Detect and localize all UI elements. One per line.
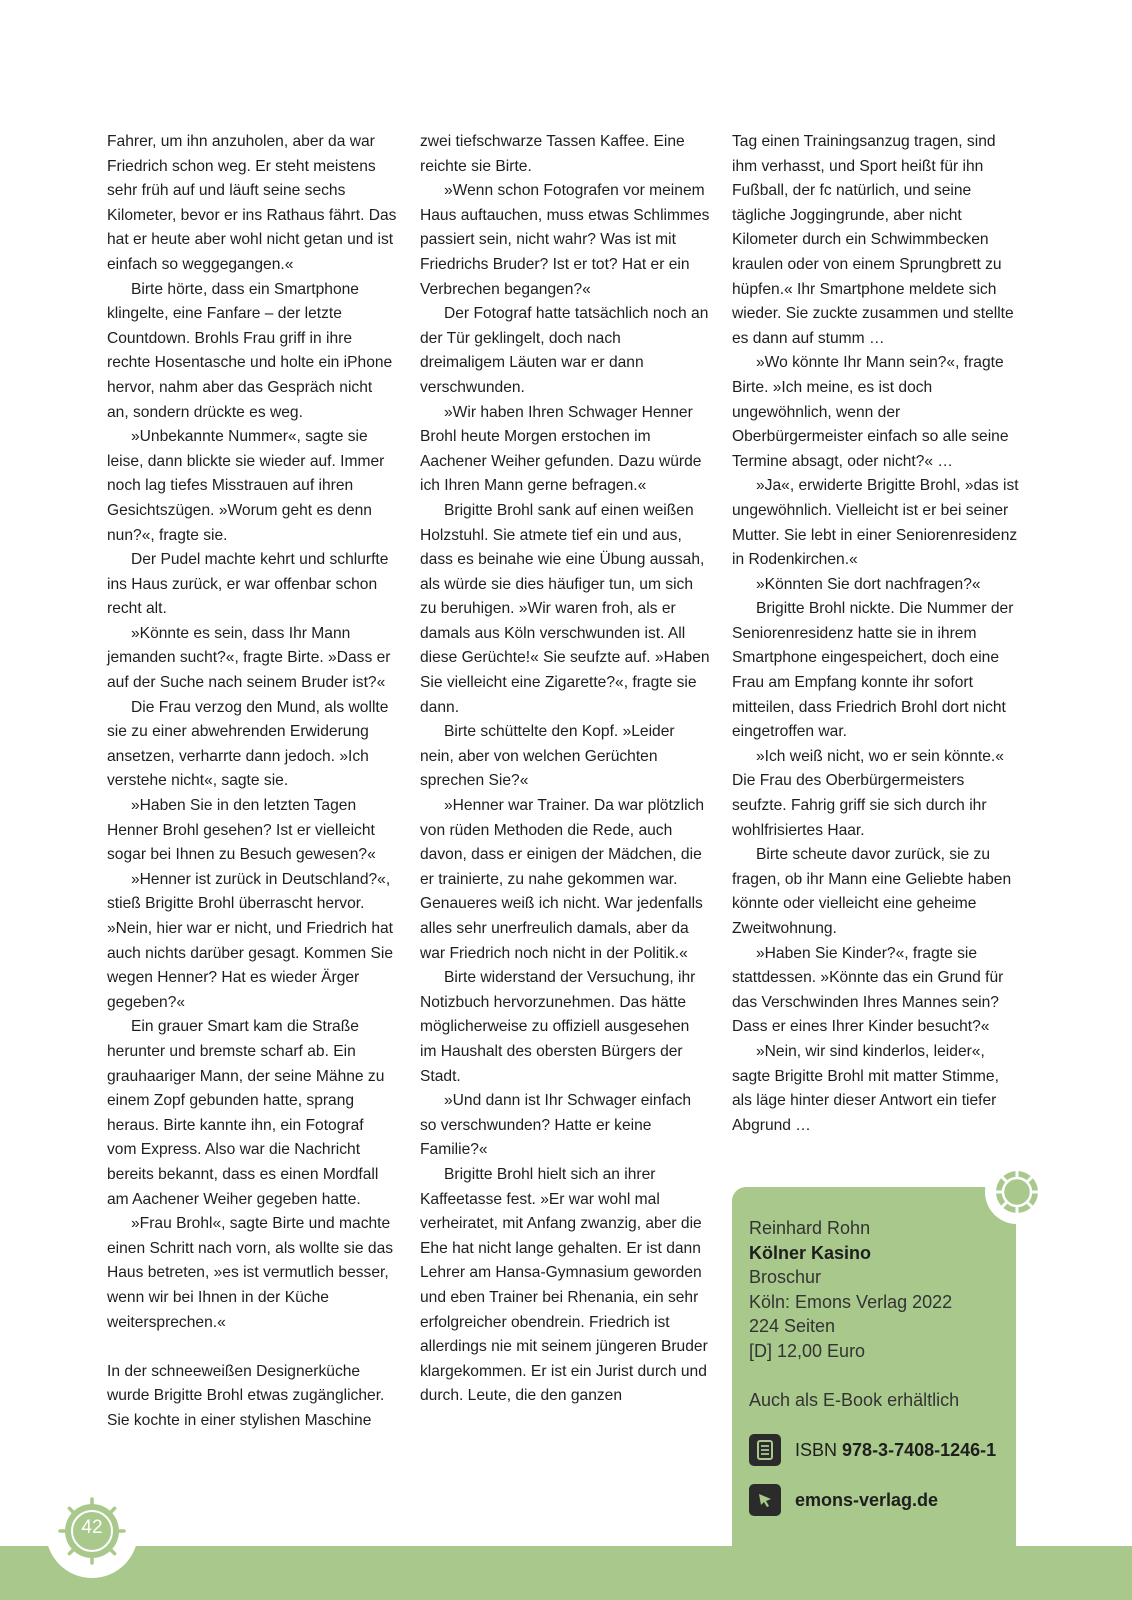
paragraph: »Unbekannte Nummer«, sagte sie leise, dann blickte sie wieder auf. Immer noch lag tiefes Misstrauen auf ihren Gesichtszügen. »Worum geht es denn nun?«, fragte sie. [107,428,385,544]
paragraph: »Ich weiß nicht, wo er sein könnte.« Die Frau des Oberbürgermeisters seufzte. Fahrig griff sie sich durch ihr wohlfrisiertes Haar. [732,747,1004,839]
text-column-1 [107,130,397,1433]
book-publisher: Köln: Emons Verlag 2022 [749,1291,953,1312]
paragraph: zwei tiefschwarze Tassen Kaffee. Eine reichte sie Birte. [420,133,685,175]
paragraph: »Wo könnte Ihr Mann sein?«, fragte Birte. »Ich meine, es ist doch ungewöhnlich, wenn der Oberbürgermeister einfach so alle seine Termine absagt, oder nicht?« … [732,354,1009,470]
paragraph: Brigitte Brohl nickte. Die Nummer der Seniorenresidenz hatte sie in ihrem Smartphone eingespeichert, doch eine Frau am Empfang konnte ihr sofort mitteilen, dass Friedrich Brohl dort nicht eingetroffen war. [732,600,1014,741]
book-icon [749,1434,781,1466]
paragraph: »Ja«, erwiderte Brigitte Brohl, »das ist ungewöhnlich. Vielleicht ist er bei seiner Mutter. Sie lebt in einer Seniorenresidenz in Rodenkirchen.« [732,477,1019,569]
paragraph: Birte widerstand der Versuchung, ihr Notizbuch hervorzunehmen. Das hätte möglicherweise zu offiziell ausgesehen im Haushalt des obersten Bürgers der Stadt. [420,969,696,1085]
paragraph: Ein grauer Smart kam die Straße herunter und bremste scharf ab. Ein grauhaariger Mann, der seine Mähne zu einem Zopf gebunden hatte, sprang heraus. Birte kannte ihn, ein Fotograf vom Express. Also war die Nachricht bereits bekannt, dass es einen Mordfall am Aachener Weiher gegeben hatte. [107,1018,385,1208]
cursor-icon [749,1484,781,1516]
ships-wheel-icon [991,1166,1043,1218]
footer-band [0,1546,1132,1600]
paragraph: »Haben Sie Kinder?«, fragte sie stattdessen. »Könnte das ein Grund für das Verschwinden Ihres Mannes sein? Dass er eines Ihrer Kinder besucht?« [732,944,1004,1036]
paragraph: »Henner war Trainer. Da war plötzlich von rüden Methoden die Rede, auch davon, dass er einigen der Mädchen, die er trainierte, zu nahe gekommen war. Genaueres weiß ich nicht. War jedenfalls alles sehr unerfreulich damals, aber da war Friedrich noch nicht in der Politik.« [420,797,705,962]
paragraph: »Nein, wir sind kinderlos, leider«, sagte Brigitte Brohl mit matter Stimme, als läge hinter dieser Antwort ein tiefer Abgrund … [732,1042,999,1134]
paragraph: Birte hörte, dass ein Smartphone klingelte, eine Fanfare – der letzte Countdown. Brohls Frau griff in ihre rechte Hosentasche und holte ein iPhone hervor, nahm aber das Gespräch nicht an, sondern drückte es weg. [107,280,393,421]
paragraph: Der Fotograf hatte tatsächlich noch an der Tür geklingelt, doch nach dreimaligem Läuten war er dann verschwunden. [420,305,709,396]
paragraph: »Könnten Sie dort nachfragen?« [756,575,981,593]
paragraph: »Frau Brohl«, sagte Birte und machte einen Schritt nach vorn, als wollte sie das Haus betreten, »es ist vermutlich besser, wenn wir bei Ihnen in der Küche weitersprechen.« [107,1215,394,1331]
book-author: Reinhard Rohn [749,1218,871,1238]
book-pages: 224 Seiten [749,1316,836,1337]
text-column-2 [420,130,710,1409]
paragraph: »Und dann ist Ihr Schwager einfach so verschwunden? Hatte er keine Familie?« [420,1092,692,1159]
page-number: 42 [81,1517,103,1538]
paragraph: »Könnte es sein, dass Ihr Mann jemanden sucht?«, fragte Birte. »Dass er auf der Suche nach seinem Bruder ist?« [107,624,391,692]
paragraph: Brigitte Brohl sank auf einen weißen Holzstuhl. Sie atmete tief ein und aus, dass es beinahe wie eine Übung aussah, als würde sie dies häufiger tun, um sich zu beruhigen. »Wir waren froh, als er damals aus Köln verschwunden ist. All diese Gerüchte!« Sie seufzte auf. »Haben Sie vielleicht eine Zigarette?«, fragte sie dann. [420,501,710,716]
paragraph: »Wenn schon Fotografen vor meinem Haus auftauchen, muss etwas Schlimmes passiert sein, nicht wahr? Was ist mit Friedrichs Bruder? Ist er tot? Hat er ein Verbrechen begangen?« [420,182,710,298]
book-price: [D] 12,00 Euro [749,1340,866,1361]
text-column-3 [732,130,1022,1138]
paragraph: »Haben Sie in den letzten Tagen Henner Brohl gesehen? Ist er vielleicht sogar bei Ihnen zu Besuch gewesen?« [107,797,376,864]
book-title: Kölner Kasino [749,1242,872,1263]
isbn-number: 978-3-7408-1246-1 [842,1439,997,1460]
paragraph: »Wir haben Ihren Schwager Henner Brohl heute Morgen erstochen im Aachener Weiher gefunden. Dazu würde ich Ihren Mann gerne befragen.« [420,403,702,495]
book-format: Broschur [749,1267,822,1288]
isbn-label: ISBN [795,1439,838,1460]
isbn-row [749,1434,996,1466]
paragraph: Brigitte Brohl hielt sich an ihrer Kaffeetasse fest. »Er war wohl mal verheiratet, mit Anfang zwanzig, aber die Ehe hat nicht lange gehalten. Er ist dann Lehrer am Hansa-Gymnasium geworden und eben Trainer bei Rhenania, ein sehr erfolgreicher obendrein. Friedrich ist allerdings nie mit seinem jüngeren Bruder klargekommen. Er ist ein Jurist durch und durch. Leute, die den ganzen [420,1165,708,1405]
paragraph: In der schneeweißen Designerküche wurde Brigitte Brohl etwas zugänglicher. Sie kochte in einer stylishen Maschine [107,1362,385,1429]
paragraph: Fahrer, um ihn anzuholen, aber da war Friedrich schon weg. Er steht meistens sehr früh auf und läuft seine sechs Kilometer, bevor er ins Rathaus fährt. Das hat er heute aber wohl nicht getan und ist einfach so weggegangen.« [107,133,397,273]
book-info [749,1216,1019,1413]
paragraph: Die Frau verzog den Mund, als wollte sie zu einer abwehrenden Erwiderung ansetzen, verharrte dann jedoch. »Ich verstehe nicht«, sagte sie. [107,698,389,790]
paragraph: Tag einen Trainingsanzug tragen, sind ihm verhasst, und Sport heißt für ihn Fußball, der fc natürlich, und seine tägliche Joggingrunde, aber nicht Kilometer durch ein Schwimmbecken kraulen oder von einem Sprungbrett zu hüpfen.« Ihr Smartphone meldete sich wieder. Sie zuckte zusammen und stellte es dann auf stumm … [732,133,1014,347]
website-link[interactable]: emons-verlag.de [795,1489,939,1510]
paragraph: Birte schüttelte den Kopf. »Leider nein, aber von welchen Gerüchten sprechen Sie?« [420,723,675,790]
paragraph: »Henner ist zurück in Deutschland?«, stieß Brigitte Brohl überrascht hervor. »Nein, hier war er nicht, und Friedrich hat auch nichts darüber gesagt. Kommen Sie wegen Henner? Hat es wieder Ärger gegeben?« [107,870,394,1011]
paragraph: Der Pudel machte kehrt und schlurfte ins Haus zurück, er war offenbar schon recht alt. [107,551,389,618]
book-ebook-note: Auch als E-Book erhältlich [749,1390,960,1411]
website-row[interactable] [749,1484,938,1516]
paragraph: Birte scheute davor zurück, sie zu fragen, ob ihr Mann eine Geliebte haben könnte oder vielleicht eine geheime Zweitwohnung. [732,846,1012,937]
